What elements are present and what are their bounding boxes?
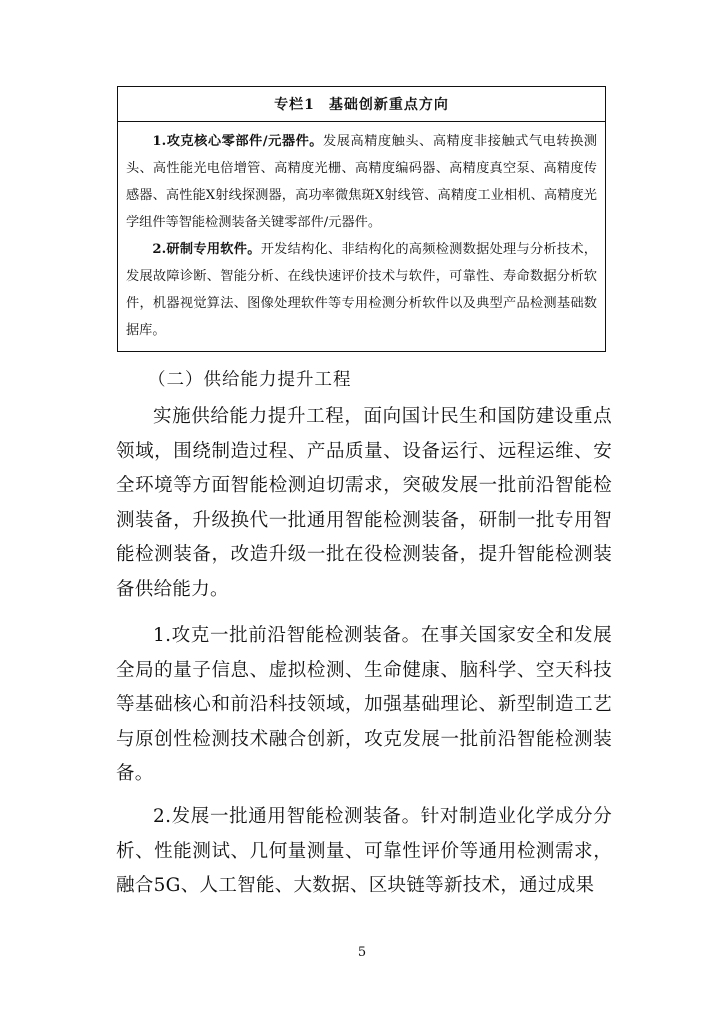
column-box [117,86,606,352]
column-item [126,236,597,344]
column-box-body [118,122,605,344]
column-box-header [118,87,605,122]
body-paragraph: 2.发展一批通用智能检测装备。针对制造业化学成分分析、性能测试、几何量测量、可靠性评价等通用检测需求，融合5G、人工智能、大数据、区块链等新技术，通过成果 [116,806,612,897]
body-paragraph: 1.攻克一批前沿智能检测装备。在事关国家安全和发展全局的量子信息、虚拟检测、生命健康、脑科学、空天科技等基础核心和前沿科技领域，加强基础理论、新型制造工艺与原创性检测技术融合创新，攻克发展一批前沿智能检测装备。 [116,625,612,785]
column-title: 基础创新重点方向 [328,97,449,113]
section-title: （二）供给能力提升工程 [148,370,352,390]
column-item [126,128,597,236]
column-number: 专栏1 [274,97,315,113]
page-number: 5 [357,945,367,960]
column-item-lead: 1.攻克核心零部件/元器件。 [152,134,324,149]
body-paragraph: 实施供给能力提升工程，面向国计民生和国防建设重点领域，围绕制造过程、产品质量、设备运行、远程运维、安全环境等方面智能检测迫切需求，突破发展一批前沿智能检测装备，升级换代一批通用智能检测装备，研制一批专用智能检测装备，改造升级一批在役检测装备，提升智能检测装备供给能力。 [116,406,612,600]
column-item-lead: 2.研制专用软件。 [152,242,261,257]
column-item-text: 发展高精度触头、高精度非接触式气电转换测头、高性能光电倍增管、高精度光栅、高精度编码器、高精度真空泵、高精度传感器、高性能X射线探测器，高功率微焦斑X射线管、高精度工业相机、高精度光学组件等智能检测装备关键零部件/元器件。 [126,134,597,230]
column-item-text: 开发结构化、非结构化的高频检测数据处理与分析技术，发展故障诊断、智能分析、在线快速评价技术与软件，可靠性、寿命数据分析软件，机器视觉算法、图像处理软件等专用检测分析软件以及典型产品检测基础数据库。 [126,242,597,338]
